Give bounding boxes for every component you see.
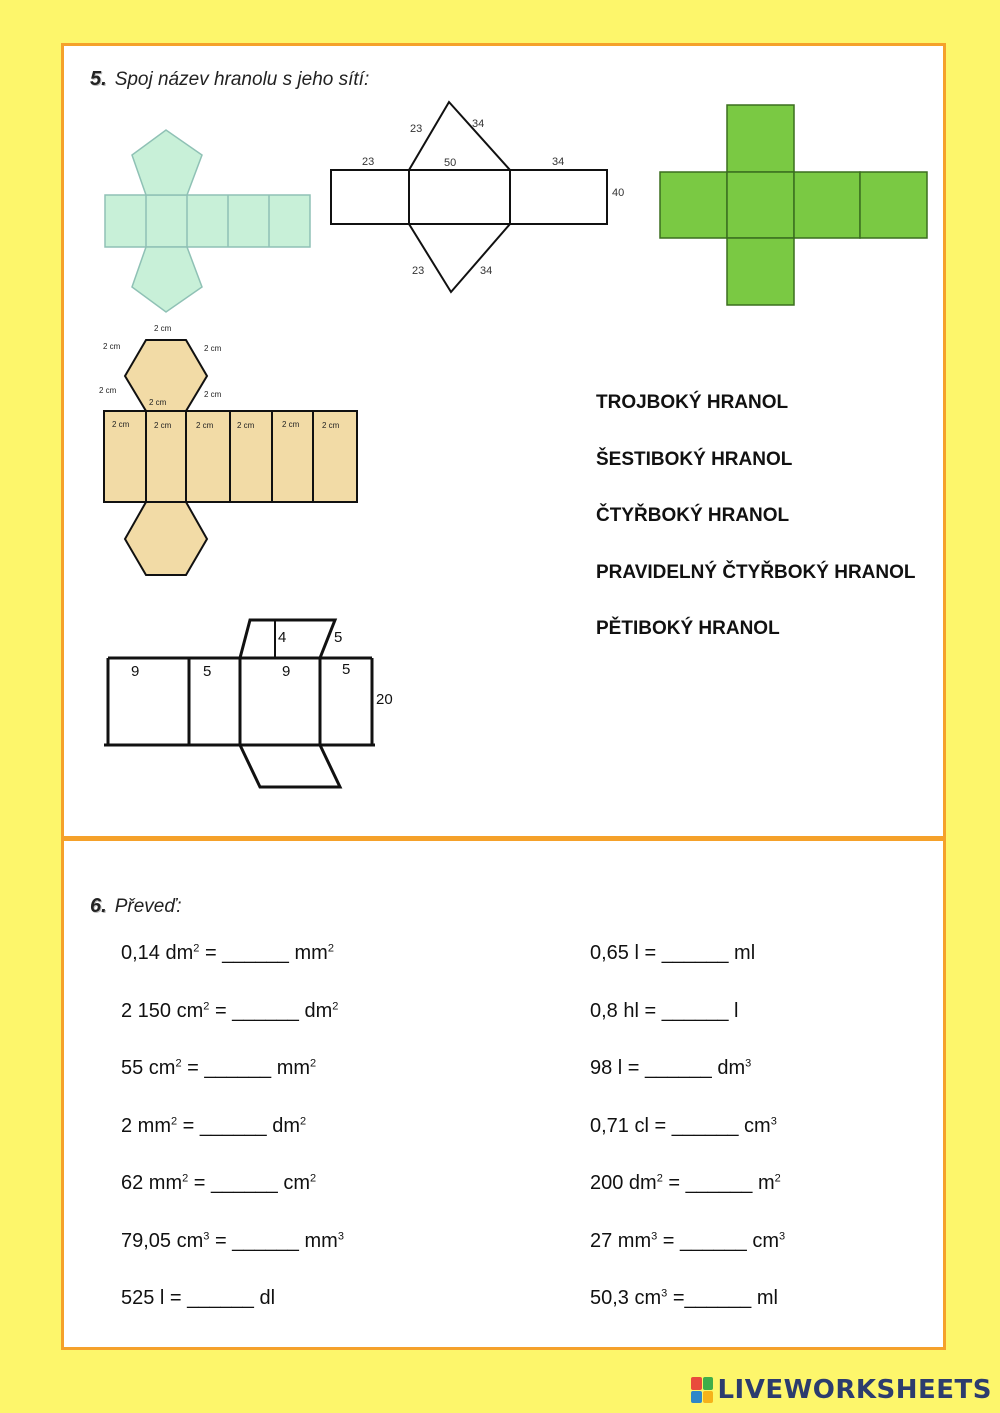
conversion-blank[interactable]: = ______: [638, 942, 735, 964]
conversion-blank[interactable]: = ______: [662, 1172, 758, 1194]
conversion-to: dm: [272, 1114, 301, 1137]
conversion-from: 0,14 dm: [121, 942, 194, 964]
conversion-from-exponent: 2: [171, 1114, 178, 1127]
option-pravidelny-ctyrboky[interactable]: PRAVIDELNÝ ČTYŘBOKÝ HRANOL: [596, 562, 916, 583]
conversion-to: m: [757, 1172, 775, 1194]
conversion-from: 200 dm: [590, 1172, 657, 1194]
logo-square-icon: [703, 1377, 714, 1390]
conversion-row: [121, 1287, 275, 1310]
conversion-row: [121, 1230, 344, 1253]
conversion-blank[interactable]: = ______: [181, 1057, 277, 1079]
conversion-blank[interactable]: =______: [667, 1287, 757, 1309]
conversion-from: 98 l: [590, 1057, 623, 1079]
conversion-to-exponent: 2: [332, 999, 339, 1012]
task-5-instruction: Spoj název hranolu s jeho sítí:: [114, 69, 370, 90]
conversion-from-exponent: 3: [661, 1287, 668, 1300]
conversion-from: 525 l: [121, 1287, 165, 1309]
trap-label: 4: [278, 629, 287, 646]
conversion-to: ml: [756, 1287, 778, 1309]
hex-label: 2 cm: [154, 421, 172, 430]
tri-label: 23: [410, 123, 423, 135]
conversion-from-exponent: 2: [203, 999, 210, 1012]
conversion-from: 79,05 cm: [121, 1229, 204, 1252]
conversion-row: [590, 1115, 777, 1138]
tri-label: 34: [552, 156, 565, 168]
conversion-to-exponent: 3: [779, 1229, 786, 1242]
conversion-from: 0,71 cl: [590, 1114, 649, 1137]
trap-label: 9: [131, 663, 140, 680]
tri-label: 50: [444, 157, 457, 169]
conversion-blank[interactable]: = ______: [177, 1114, 273, 1137]
conversion-to: dl: [259, 1287, 276, 1309]
conversion-blank[interactable]: = ______: [622, 1057, 718, 1079]
conversion-to-exponent: 2: [327, 942, 334, 955]
conversion-to-exponent: 3: [337, 1229, 344, 1242]
cube-net[interactable]: [660, 105, 927, 305]
option-ctyrboky[interactable]: ČTYŘBOKÝ HRANOL: [596, 505, 790, 526]
conversion-blank[interactable]: = ______: [648, 1114, 745, 1137]
option-trojboky[interactable]: TROJBOKÝ HRANOL: [596, 392, 789, 413]
tri-label: 23: [412, 265, 425, 277]
conversion-from-exponent: 2: [193, 942, 200, 955]
tri-label: 34: [480, 265, 493, 277]
conversion-from: 0,65 l: [590, 942, 639, 964]
conversion-to: cm: [283, 1172, 311, 1194]
conversion-row: [590, 1057, 751, 1080]
pentagon-prism-net[interactable]: [105, 130, 310, 312]
trap-label: 9: [282, 663, 291, 680]
conversion-to: cm: [744, 1114, 771, 1137]
liveworksheets-logo: [691, 1373, 992, 1407]
tri-label: 34: [472, 118, 485, 130]
tri-label: 40: [612, 187, 625, 199]
conversion-to: ml: [734, 942, 756, 964]
task-6-panel: [61, 838, 946, 1350]
conversion-to-exponent: 2: [310, 1057, 317, 1070]
conversion-to-exponent: 2: [310, 1172, 317, 1185]
conversion-from: 2 150 cm: [121, 999, 204, 1022]
conversion-to: mm: [294, 942, 328, 964]
conversion-to-exponent: 2: [774, 1172, 781, 1185]
trap-label: 5: [334, 629, 343, 646]
hex-label: 2 cm: [149, 398, 167, 407]
conversion-row: [590, 1287, 778, 1310]
conversion-from: 62 mm: [121, 1172, 183, 1194]
logo-mark-icon: [691, 1377, 713, 1403]
conversion-from: 50,3 cm: [590, 1287, 662, 1309]
conversion-blank[interactable]: = ______: [657, 1229, 753, 1252]
conversion-from-exponent: 3: [203, 1229, 210, 1242]
hex-label: 2 cm: [112, 420, 130, 429]
logo-square-icon: [691, 1377, 702, 1390]
conversion-row: [121, 1115, 306, 1138]
conversion-row: [590, 942, 755, 965]
logo-square-icon: [691, 1391, 702, 1404]
hexagon-prism-net[interactable]: [104, 340, 357, 575]
conversion-from: 2 mm: [121, 1114, 171, 1137]
triangle-prism-net[interactable]: [331, 102, 607, 292]
conversion-from: 0,8 hl: [590, 999, 639, 1022]
hex-label: 2 cm: [237, 421, 255, 430]
conversion-blank[interactable]: = ______: [209, 1229, 305, 1252]
task-6-number: 6.: [90, 895, 107, 917]
conversion-to: mm: [276, 1057, 311, 1079]
task-6-heading: [90, 895, 181, 918]
logo-text: LIVEWORKSHEETS: [717, 1375, 992, 1405]
conversion-blank[interactable]: = ______: [199, 942, 295, 964]
hex-label: 2 cm: [99, 386, 117, 395]
conversion-to: mm: [304, 1229, 338, 1252]
conversion-blank[interactable]: = ______: [638, 999, 735, 1022]
conversion-from-exponent: 3: [651, 1229, 658, 1242]
conversion-row: [590, 1230, 785, 1253]
tri-label: 23: [362, 156, 375, 168]
trap-label: 5: [203, 663, 212, 680]
hex-label: 2 cm: [204, 390, 222, 399]
conversion-from: 55 cm: [121, 1057, 176, 1079]
conversion-row: [121, 942, 334, 965]
hex-label: 2 cm: [154, 324, 172, 333]
hex-label: 2 cm: [196, 421, 214, 430]
conversion-to-exponent: 3: [770, 1114, 777, 1127]
conversion-blank[interactable]: = ______: [164, 1287, 260, 1309]
hex-label: 2 cm: [322, 421, 340, 430]
trap-label: 20: [376, 691, 393, 708]
conversion-row: [590, 1172, 781, 1195]
conversion-to: l: [734, 999, 739, 1022]
conversion-to-exponent: 2: [300, 1114, 307, 1127]
trap-label: 5: [342, 661, 351, 678]
conversion-row: [121, 1000, 338, 1023]
conversion-row: [121, 1172, 316, 1195]
conversion-blank[interactable]: = ______: [188, 1172, 284, 1194]
option-petiboky[interactable]: PĚTIBOKÝ HRANOL: [596, 618, 780, 639]
conversion-from-exponent: 2: [656, 1172, 663, 1185]
hex-label: 2 cm: [103, 342, 121, 351]
conversion-from-exponent: 2: [182, 1172, 189, 1185]
logo-square-icon: [703, 1391, 714, 1404]
conversion-to-exponent: 3: [745, 1057, 752, 1070]
hex-label: 2 cm: [282, 420, 300, 429]
task-5-number: 5.: [90, 68, 107, 90]
conversion-row: [590, 1000, 738, 1023]
conversion-blank[interactable]: = ______: [209, 999, 305, 1022]
conversion-from-exponent: 2: [175, 1057, 182, 1070]
conversion-to: cm: [752, 1229, 780, 1252]
conversion-to: dm: [304, 999, 333, 1022]
conversion-row: [121, 1057, 316, 1080]
hex-label: 2 cm: [204, 344, 222, 353]
task-6-instruction: Převeď:: [114, 896, 182, 917]
conversion-from: 27 mm: [590, 1229, 652, 1252]
option-sestiboky[interactable]: ŠESTIBOKÝ HRANOL: [596, 449, 793, 470]
conversion-to: dm: [717, 1057, 746, 1079]
